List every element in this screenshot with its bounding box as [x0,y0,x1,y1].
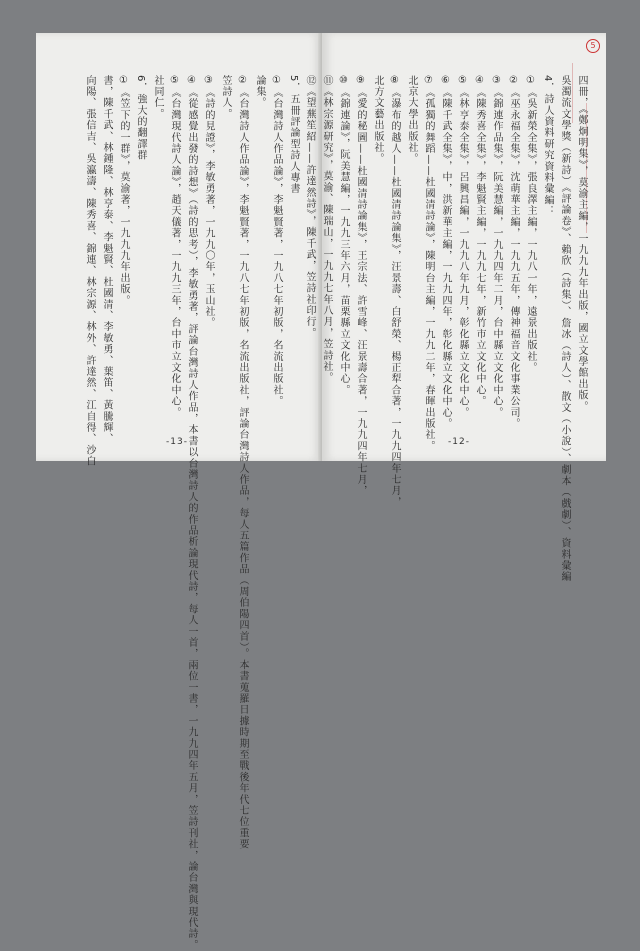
text-column: 5．五冊評論型詩人專書 [288,75,299,195]
page-number: -12- [448,437,470,447]
text-column: ②《巫永福全集》，沈萌華主編，一九九五年，傳神福音文化事業公司。 [508,75,519,430]
text-column: ⑦《孤獨的舞蹈——杜國清詩論》，陳明台主編，一九九二年，春暉出版社。 [423,75,434,452]
page-number: -13- [166,437,188,447]
text-column: ⑨《愛的秘圖——杜國清詩論集》，王宗法、許雪峰、汪景壽合著，一九九四年七月， [355,75,366,497]
text-column: 6．強大的翻譯群 [135,75,146,161]
text-column: ⑤《林亨泰全集》，呂興昌編，一九九八年九月，彰化縣立文化中心。 [457,75,468,419]
text-column: 北京大學出版社。 [406,75,417,165]
text-column: 論集。 [254,75,265,109]
text-column: 4．詩人資料研究資料彙編： [542,75,553,217]
text-column: ⑧《瀑布的越人——杜國清詩論集》，汪景壽、白舒榮、楊正犁合著，一九九四年七月， [389,75,400,508]
text-column: ①《吳新榮全集》，張良澤主編，一九八一年，遠景出版社。 [525,75,536,374]
left-page [36,33,322,951]
text-column: 書，陳千武、林鍾隆、林亨泰、李魁賢、杜國清、李敏勇、葉笛、黃騰輝、 [101,75,112,445]
text-column: ①《笠下的一群》，莫渝著，一九九九年出版。 [118,75,129,307]
text-column: 四冊，《鄭炯明集》，莫渝主編，一九九九年出版，國立文學館出版。 [576,75,587,413]
text-column: ③《詩的見證》，李敏勇著，一九九〇年，玉山社。 [203,75,214,329]
text-column: 吳濁流文學獎（新詩）《評論卷》、賴欣（詩集）、詹冰（詩人）、散文（小說）、劇本（戲劇）、資料彙編 [559,75,570,583]
text-column: 笠詩人。 [220,75,231,120]
text-column: ④《陳秀喜全集》，李魁賢主編，一九九七年，新竹市立文化中心。 [474,75,485,407]
text-column: ⑩《錦連論》，阮美慧編，一九九三年六月，苗栗縣立文化中心。 [338,75,349,396]
text-column: ②《台灣詩人作品論》，李魁賢著，一九八七年初版，名流出版社，評論台灣詩人作品，每人五篇作品（周伯陽四首）。本書蒐羅日據時期至戰後年代七位重要 [237,75,248,850]
text-column: ④《從感覺出發的詩想》（詩的思考），李敏勇著，評論台灣詩人作品，本書以台灣詩人的作品析論現代詩，每人一首，兩位一書，一九九四年五月，笠詩刊社，論台灣與現代詩。 [186,75,197,951]
text-column: ③《錦連作品集》，阮美慧編，一九九四年二月，台中縣立文化中心。 [491,75,502,419]
text-column: 向陽、張信吉、吳瀛濤、陳秀喜、錦連、林宗源、林外、許達然、江自得、沙白 [84,75,95,467]
text-column: ⑥《陳千武全集》，中，洪新華主編，一九九四年，彰化縣立文化中心。 [440,75,451,430]
text-column: ①《台灣詩人作品論》，李魁賢著，一九八七年初版，名流出版社。 [271,75,282,407]
right-page-text [304,75,588,583]
right-page [304,33,606,583]
red-circled-number: 5 [586,39,600,53]
text-column: 社同仁。 [152,75,163,120]
text-column: 北方文藝出版社。 [372,75,383,165]
text-column: ⑪《林宗源研究》，莫渝、陳瑞山，一九九七年八月，笠詩社。 [321,75,332,384]
text-column: ⑤《台灣現代詩人論》，趙天儀著，一九九三年，台中市立文化中心。 [169,75,180,419]
text-column: ⑫《望蕪笙紹——許達然詩》，陳千武，笠詩社印行。 [304,75,315,339]
